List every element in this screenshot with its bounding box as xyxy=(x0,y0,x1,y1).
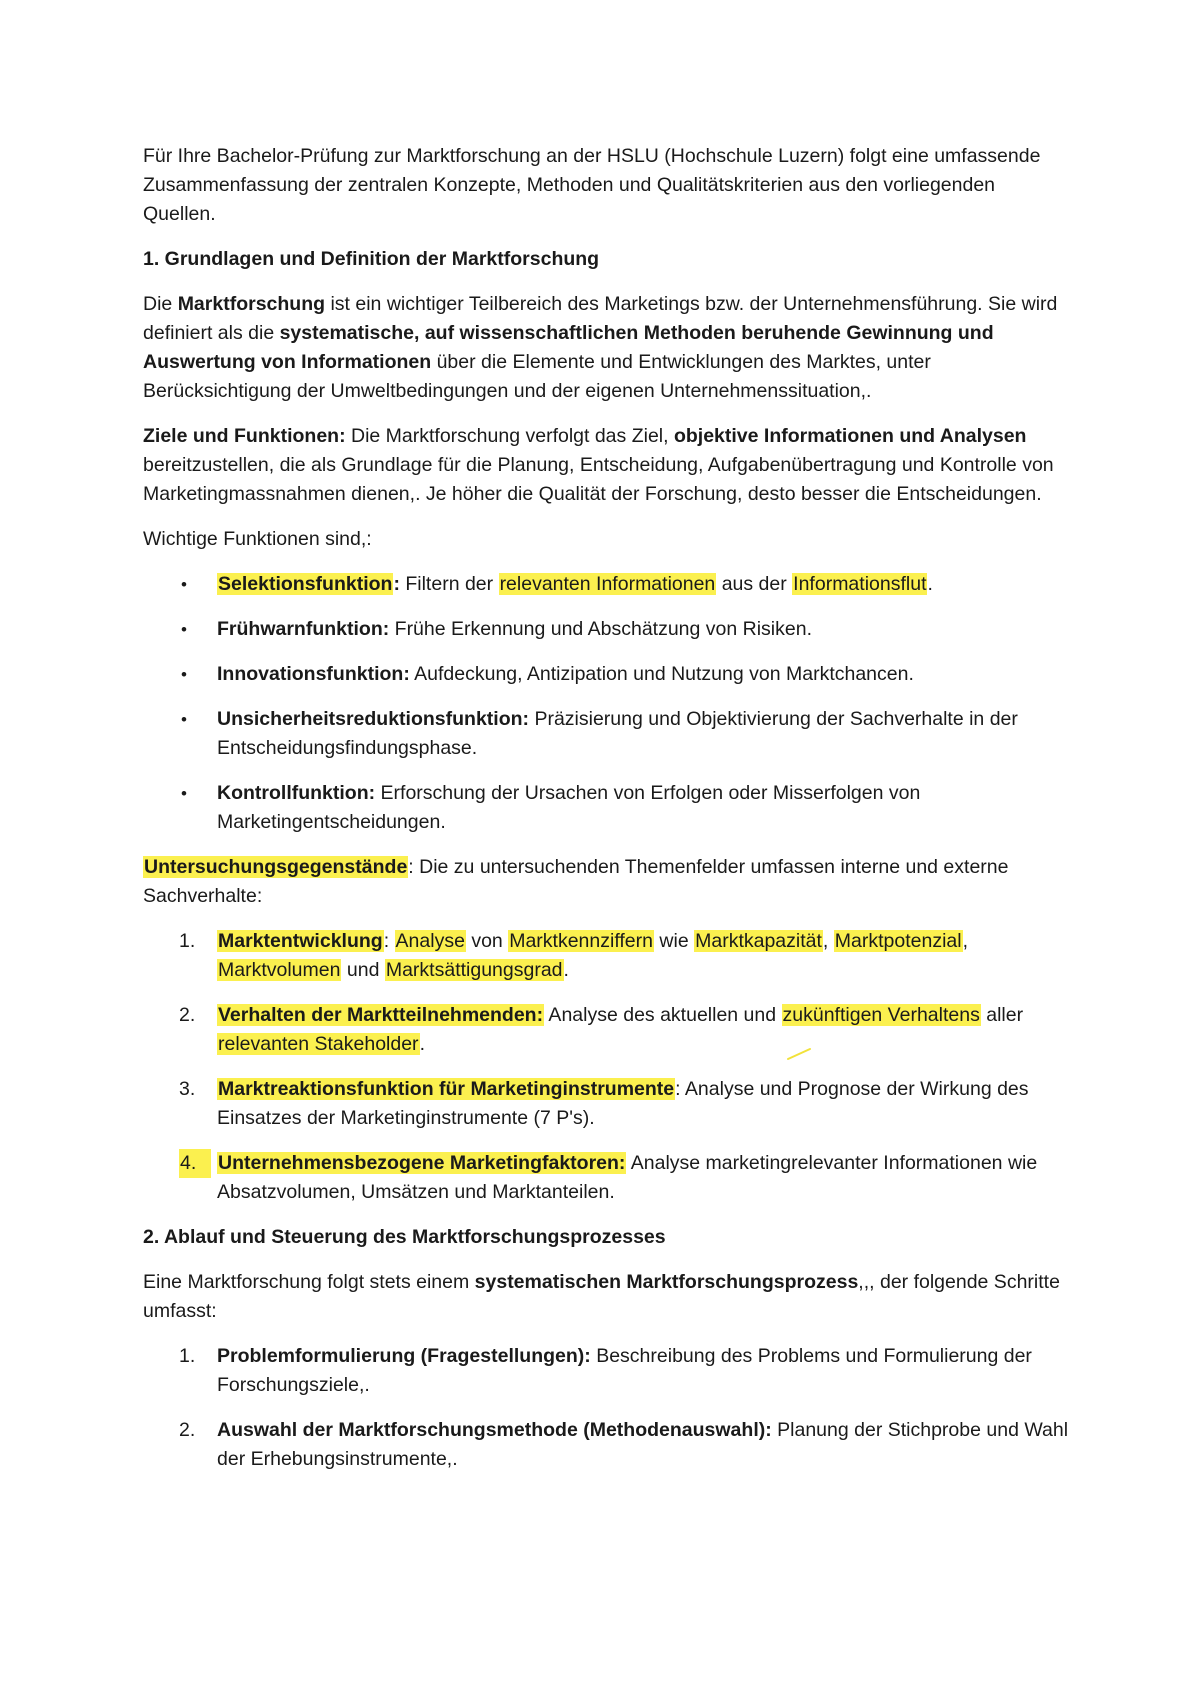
bullet-icon: • xyxy=(181,784,187,803)
bullet-icon: • xyxy=(181,575,187,594)
highlighter-stroke-icon xyxy=(786,1047,812,1061)
document-body xyxy=(143,142,1073,1490)
functions-list xyxy=(143,570,1073,837)
list-number: 1. xyxy=(179,930,196,952)
list-item: • Kontrollfunktion: Erforschung der Ursachen von Erfolgen oder Misserfolgen von Marketingentscheidungen. xyxy=(143,779,1073,837)
process-steps-list xyxy=(143,1342,1073,1474)
process-intro: Eine Marktforschung folgt stets einem systematischen Marktforschungsprozess,,, der folgende Schritte umfasst: xyxy=(143,1271,1060,1322)
list-item: 2. Verhalten der Marktteilnehmenden: Analyse des aktuellen und zukünftigen Verhaltens aller relevanten Stakeholder. xyxy=(143,1001,1073,1059)
list-number: 2. xyxy=(179,1419,196,1441)
list-item: 3. Marktreaktionsfunktion für Marketinginstrumente: Analyse und Prognose der Wirkung des Einsatzes der Marketinginstrumente (7 P's). xyxy=(143,1075,1073,1133)
bullet-icon: • xyxy=(181,710,187,729)
list-item: • Innovationsfunktion: Aufdeckung, Antizipation und Nutzung von Marktchancen. xyxy=(143,660,1073,689)
list-number: 1. xyxy=(179,1345,196,1367)
intro-paragraph: Für Ihre Bachelor-Prüfung zur Marktforschung an der HSLU (Hochschule Luzern) folgt eine umfassende Zusammenfassung der zentralen Konzepte, Methoden und Qualitätskriterien aus den vorliegenden Quellen. xyxy=(143,145,1041,225)
list-item: 1. Marktentwicklung: Analyse von Marktkennziffern wie Marktkapazität, Marktpotenzial, Marktvolumen und Marktsättigungsgrad. xyxy=(143,927,1073,985)
list-number: 3. xyxy=(179,1078,196,1100)
subjects-list xyxy=(143,927,1073,1207)
list-number: 4. xyxy=(179,1149,211,1178)
list-item: 1. Problemformulierung (Fragestellungen): Beschreibung des Problems und Formulierung der Forschungsziele,. xyxy=(143,1342,1073,1400)
list-number: 2. xyxy=(179,1004,196,1026)
definition-paragraph: Die Marktforschung ist ein wichtiger Teilbereich des Marketings bzw. der Unternehmensführung. Sie wird definiert als die systematische, auf wissenschaftlichen Methoden beruhende Gewinnung und Auswertung von Informationen über die Elemente und Entwicklungen des Marktes, unter Berücksichtigung der Umweltbedingungen und der eigenen Unternehmenssituation,. xyxy=(143,293,1058,402)
bullet-icon: • xyxy=(181,665,187,684)
functions-intro: Wichtige Funktionen sind,: xyxy=(143,528,372,550)
list-item: • Unsicherheitsreduktionsfunktion: Präzisierung und Objektivierung der Sachverhalte in der Entscheidungsfindungsphase. xyxy=(143,705,1073,763)
bullet-icon: • xyxy=(181,620,187,639)
section-2-heading: 2. Ablauf und Steuerung des Marktforschungsprozesses xyxy=(143,1226,666,1248)
list-item: 2. Auswahl der Marktforschungsmethode (Methodenauswahl): Planung der Stichprobe und Wahl der Erhebungsinstrumente,. xyxy=(143,1416,1073,1474)
subjects-paragraph: Untersuchungsgegenstände: Die zu untersuchenden Themenfelder umfassen interne und externe Sachverhalte: xyxy=(143,856,1009,907)
list-item: 4. Unternehmensbezogene Marketingfaktoren: Analyse marketingrelevanter Informationen wie Absatzvolumen, Umsätzen und Marktanteilen. xyxy=(143,1149,1073,1207)
list-item: • Selektionsfunktion: Filtern der relevanten Informationen aus der Informationsflut. xyxy=(143,570,1073,599)
section-1-heading: 1. Grundlagen und Definition der Marktforschung xyxy=(143,248,600,270)
list-item: • Frühwarnfunktion: Frühe Erkennung und Abschätzung von Risiken. xyxy=(143,615,1073,644)
goals-paragraph: Ziele und Funktionen: Die Marktforschung verfolgt das Ziel, objektive Informationen und Analysen bereitzustellen, die als Grundlage für die Planung, Entscheidung, Aufgabenübertragung und Kontrolle von Marketingmassnahmen dienen,. Je höher die Qualität der Forschung, desto besser die Entscheidungen. xyxy=(143,425,1054,505)
